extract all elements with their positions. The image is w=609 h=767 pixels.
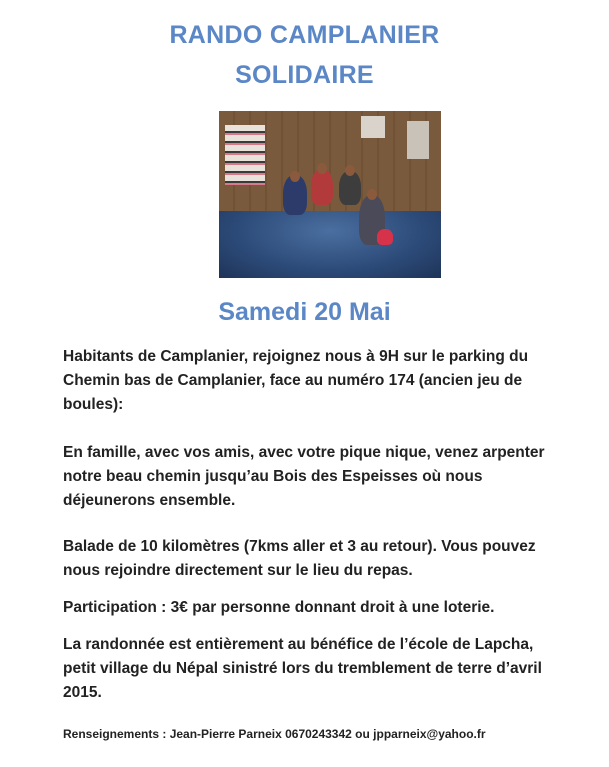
child-face <box>290 171 300 182</box>
child-figure <box>339 171 361 205</box>
paragraph-participation: Participation : 3€ par personne donnant droit à une loterie. <box>63 599 495 616</box>
paragraph-distance: Balade de 10 kilomètres (7kms aller et 3 au retour). Vous pouvez nous rejoindre directement sur le lieu du repas. <box>63 538 536 579</box>
title-line-1: RANDO CAMPLANIER <box>169 21 440 49</box>
child-face <box>345 165 355 176</box>
event-date: Samedi 20 Mai <box>218 298 391 326</box>
child-face <box>367 189 377 200</box>
paragraph-beneficiary: La randonnée est entièrement au bénéfice de l’école de Lapcha, petit village du Népal sinistré lors du tremblement de terre d’avril 2015. <box>63 636 542 701</box>
wall-poster <box>407 121 429 159</box>
child-figure <box>377 229 393 245</box>
child-face <box>317 163 327 174</box>
child-figure <box>311 169 333 205</box>
paragraph-description: En famille, avec vos amis, avec votre pique nique, venez arpenter notre beau chemin jusqu’au Bois des Espeisses où nous déjeunerons ensemble. <box>63 444 545 509</box>
wall-poster <box>361 116 385 138</box>
children-classroom-photo <box>219 111 441 278</box>
paragraph-meeting-point: Habitants de Camplanier, rejoignez nous à 9H sur le parking du Chemin bas de Camplanier, face au numéro 174 (ancien jeu de boules): <box>63 348 529 413</box>
wall-poster <box>225 125 265 185</box>
title-line-2: SOLIDAIRE <box>235 61 374 89</box>
contact-info: Renseignements : Jean-Pierre Parneix 0670243342 ou jpparneix@yahoo.fr <box>63 727 486 741</box>
blue-tarp-floor <box>219 211 441 278</box>
